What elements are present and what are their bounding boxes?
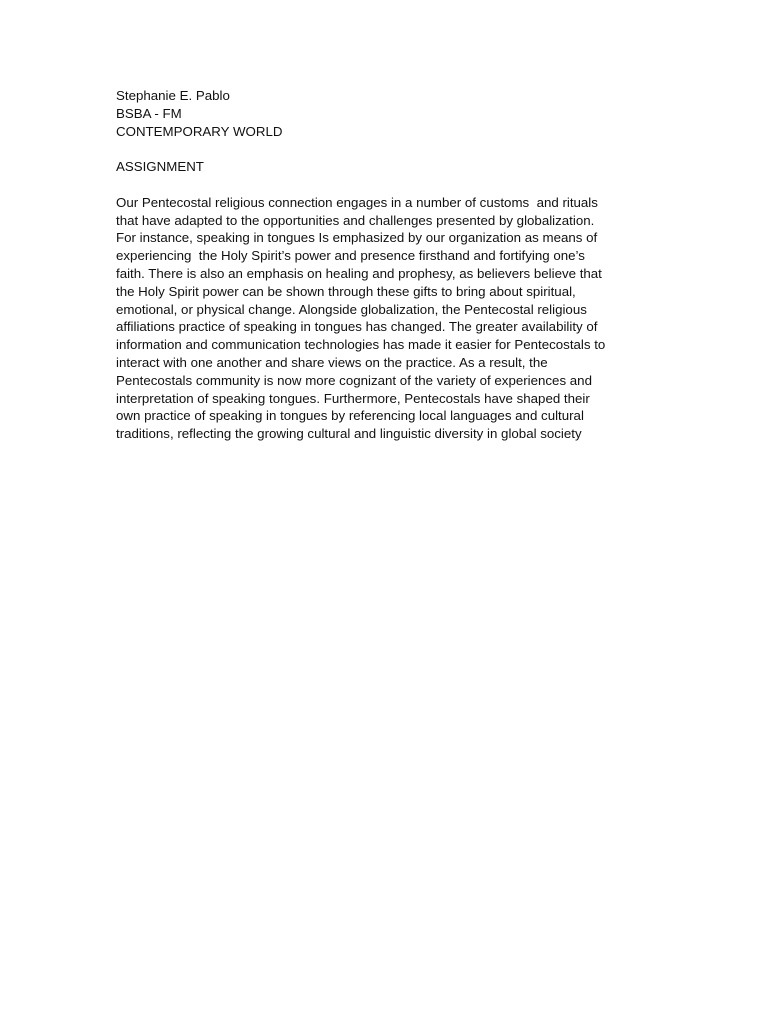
paragraph-line: affiliations practice of speaking in tongues has changed. The greater availability of bbox=[116, 319, 598, 335]
spacer bbox=[116, 176, 656, 194]
assignment-heading: ASSIGNMENT bbox=[116, 159, 204, 175]
paragraph-line: own practice of speaking in tongues by referencing local languages and cultural bbox=[116, 408, 584, 424]
paragraph-line: the Holy Spirit power can be shown through these gifts to bring about spiritual, bbox=[116, 283, 576, 299]
paragraph-line: that have adapted to the opportunities and challenges presented by globalization. bbox=[116, 212, 595, 228]
body-paragraph bbox=[116, 194, 656, 443]
paragraph-line: interpretation of speaking tongues. Furthermore, Pentecostals have shaped their bbox=[116, 390, 590, 406]
paragraph-line: faith. There is also an emphasis on healing and prophesy, as believers believe that bbox=[116, 265, 602, 281]
paragraph-line: For instance, speaking in tongues Is emphasized by our organization as means of bbox=[116, 230, 598, 246]
paragraph-line: traditions, reflecting the growing cultural and linguistic diversity in global society bbox=[116, 426, 582, 442]
paragraph-line: information and communication technologies has made it easier for Pentecostals to bbox=[116, 337, 606, 353]
program-label: BSBA - FM bbox=[116, 105, 182, 121]
paragraph-line: Pentecostals community is now more cognizant of the variety of experiences and bbox=[116, 372, 592, 388]
paragraph-line: experiencing the Holy Spirit’s power and presence firsthand and fortifying one’s bbox=[116, 248, 585, 264]
paragraph-line: emotional, or physical change. Alongside globalization, the Pentecostal religious bbox=[116, 301, 587, 317]
author-name: Stephanie E. Pablo bbox=[116, 88, 230, 103]
paragraph-line: interact with one another and share views on the practice. As a result, the bbox=[116, 354, 548, 370]
paragraph-line: Our Pentecostal religious connection engages in a number of customs and rituals bbox=[116, 194, 598, 210]
spacer bbox=[116, 140, 656, 158]
course-title: CONTEMPORARY WORLD bbox=[116, 123, 283, 139]
document-content bbox=[116, 87, 656, 443]
